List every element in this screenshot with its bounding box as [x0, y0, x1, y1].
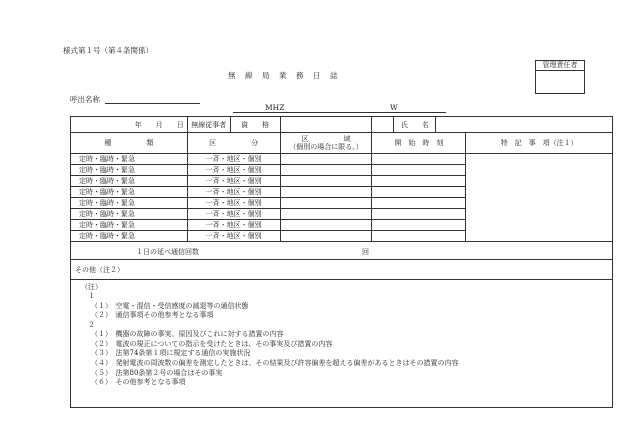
- notes-row: [71, 280, 613, 408]
- start-time-cell[interactable]: [372, 187, 466, 198]
- form-reference: 様式第１号（第４条関係）: [63, 46, 153, 55]
- type-cell: 定時・臨時・緊急: [71, 220, 188, 231]
- daily-total-row: [71, 242, 613, 260]
- category-cell: 一斉・地区・個別: [187, 165, 280, 176]
- start-time-cell[interactable]: [372, 220, 466, 231]
- area-header-label: 区 域: [301, 134, 351, 143]
- qualification-value-cell[interactable]: [280, 117, 372, 133]
- type-cell: 定時・臨時・緊急: [71, 198, 188, 209]
- category-cell: 一斉・地区・個別: [187, 198, 280, 209]
- name-label-cell: 氏 名: [394, 117, 436, 133]
- qualification-cell: 資 格: [230, 117, 280, 133]
- category-cell: 一斉・地区・個別: [187, 176, 280, 187]
- note-2-1: （１） 機器の故障の事実、原因及びこれに対する措置の内容: [91, 330, 284, 338]
- notes-section-1: １: [88, 292, 95, 300]
- header-row: [71, 117, 613, 133]
- note-1-2: （２） 通信事項その他参考となる事項: [91, 311, 214, 319]
- other-row: [71, 260, 613, 280]
- area-cell[interactable]: [280, 176, 372, 187]
- area-cell[interactable]: [280, 209, 372, 220]
- date-cell: 年 月 日: [71, 117, 188, 133]
- callsign-label: 呼出名称: [70, 95, 100, 104]
- start-time-cell[interactable]: [372, 176, 466, 187]
- callsign-underline: [105, 103, 200, 104]
- start-time-cell[interactable]: [372, 165, 466, 176]
- page-title: 無 線 局 業 務 日 誌: [228, 71, 339, 80]
- other-cell: その他（注２）: [71, 260, 613, 280]
- notes-section-2: ２: [88, 321, 95, 329]
- column-header-row: [71, 133, 613, 154]
- note-2-4: （４） 発射電波の周波数の偏差を測定したときは、その結果及び許容偏差を超える偏差があるときはその措置の内容: [91, 359, 459, 367]
- area-cell[interactable]: [280, 231, 372, 242]
- area-header: [280, 133, 372, 154]
- area-header-note: （個別の場合に限る。）: [289, 143, 363, 151]
- manager-box: [535, 60, 585, 94]
- type-cell: 定時・臨時・緊急: [71, 154, 188, 165]
- type-header: 種 類: [71, 133, 188, 154]
- category-cell: 一斉・地区・個別: [187, 187, 280, 198]
- area-cell[interactable]: [280, 220, 372, 231]
- operator-cell: 無線従事者: [187, 117, 230, 133]
- type-cell: 定時・臨時・緊急: [71, 176, 188, 187]
- manager-box-label: 管理責任者: [536, 61, 584, 71]
- start-time-cell[interactable]: [372, 231, 466, 242]
- area-cell[interactable]: [280, 187, 372, 198]
- category-header: 区 分: [187, 133, 280, 154]
- notes-cell: [71, 280, 613, 408]
- note-2-5: （５） 法第80条第２号の場合はその事実: [91, 369, 223, 377]
- category-cell: 一斉・地区・個別: [187, 231, 280, 242]
- note-2-6: （６） その他参考となる事項: [91, 378, 186, 386]
- daily-total-label: １日の延べ通信回数: [136, 248, 199, 256]
- type-cell: 定時・臨時・緊急: [71, 209, 188, 220]
- area-cell[interactable]: [280, 154, 372, 165]
- remarks-header: 特 記 事 項（注１）: [466, 133, 613, 154]
- remarks-cell[interactable]: [466, 154, 613, 242]
- category-cell: 一斉・地区・個別: [187, 154, 280, 165]
- category-cell: 一斉・地区・個別: [187, 209, 280, 220]
- area-cell[interactable]: [280, 198, 372, 209]
- start-time-cell[interactable]: [372, 154, 466, 165]
- note-1-1: （１） 空電・混信・受信感度の減退等の通信状態: [91, 302, 249, 310]
- w-unit: W: [390, 103, 398, 112]
- type-cell: 定時・臨時・緊急: [71, 187, 188, 198]
- note-2-3: （３） 法第74条第１項に規定する通信の実施状況: [91, 349, 251, 357]
- type-cell: 定時・臨時・緊急: [71, 165, 188, 176]
- daily-total-cell: [71, 242, 613, 260]
- spacer-cell: [372, 117, 394, 133]
- start-time-cell[interactable]: [372, 198, 466, 209]
- log-table: [70, 116, 613, 408]
- start-time-header: 開 始 時 刻: [372, 133, 466, 154]
- note-2-2: （２） 電波の規正についての指示を受けたときは、その事実及び措置の内容: [91, 340, 333, 348]
- category-cell: 一斉・地区・個別: [187, 220, 280, 231]
- type-cell: 定時・臨時・緊急: [71, 231, 188, 242]
- mhz-unit: MHZ: [265, 103, 285, 112]
- notes-heading: （注）: [81, 283, 102, 291]
- table-row: [71, 154, 613, 165]
- freq-underline: [233, 112, 446, 113]
- start-time-cell[interactable]: [372, 209, 466, 220]
- area-cell[interactable]: [280, 165, 372, 176]
- name-value-cell[interactable]: [436, 117, 613, 133]
- daily-total-unit: 回: [362, 248, 369, 256]
